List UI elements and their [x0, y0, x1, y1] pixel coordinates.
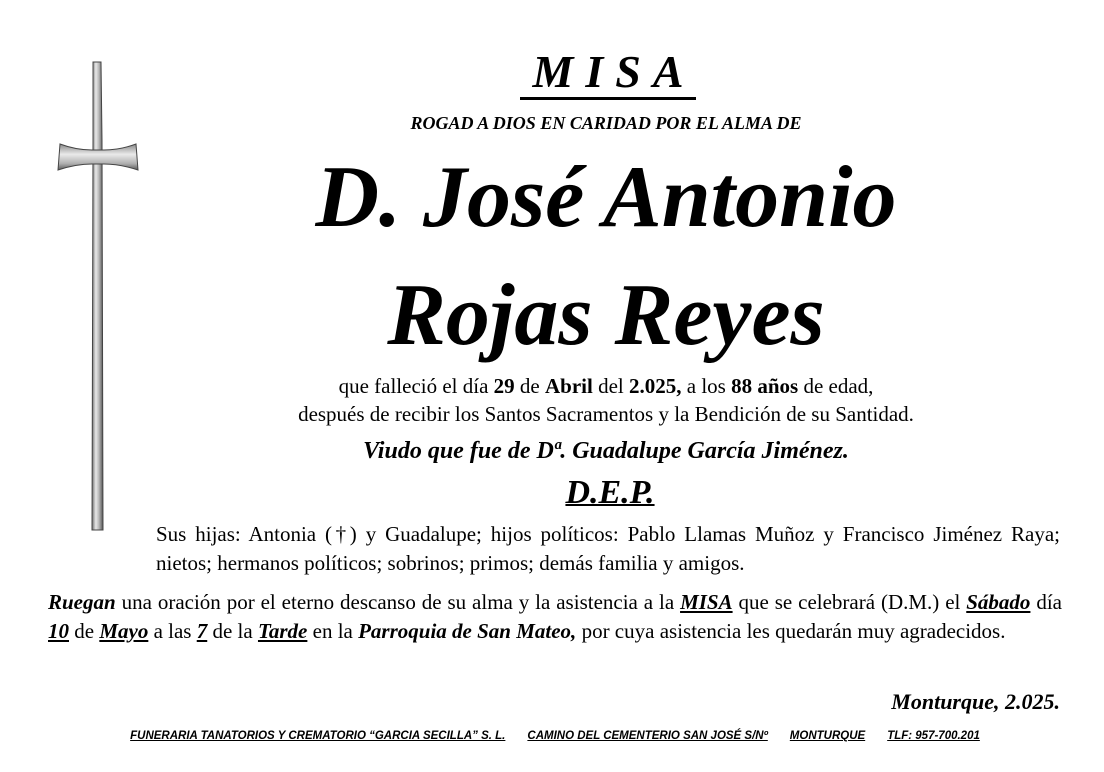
- age: 88 años: [731, 374, 799, 398]
- death-month: Abril: [545, 374, 593, 398]
- church-name: Parroquia de San Mateo,: [358, 619, 577, 643]
- footer-phone: TLF: 957-700.201: [887, 730, 980, 742]
- text: que falleció el día: [338, 374, 494, 398]
- footer-town: MONTURQUE: [789, 730, 866, 742]
- text: día: [1030, 590, 1062, 614]
- death-notice: [160, 372, 1052, 428]
- mass-weekday: Sábado: [966, 590, 1031, 614]
- mass-part-of-day: Tarde: [257, 619, 308, 643]
- cross-icon: [52, 60, 144, 532]
- text: por cuya asistencia les quedarán muy agradecidos.: [576, 619, 1006, 643]
- text: a las: [148, 619, 197, 643]
- text: de edad,: [798, 374, 874, 398]
- misa-word: MISA: [680, 590, 733, 614]
- ruegan-word: Ruegan: [48, 590, 116, 614]
- text: a los: [681, 374, 732, 398]
- text: de: [514, 374, 545, 398]
- deceased-name-line2: Rojas Reyes: [387, 267, 825, 364]
- page-title: MISA: [448, 44, 768, 100]
- place-date: Monturque, 2.025.: [891, 689, 1060, 714]
- text: de: [69, 619, 100, 643]
- widower-line: Viudo que fue de Dª. Guadalupe García Jiménez.: [363, 438, 849, 464]
- footer: [48, 728, 1062, 744]
- death-notice-line1: [160, 372, 1052, 400]
- mass-day: 10: [48, 619, 69, 643]
- mass-hour: 7: [196, 619, 208, 643]
- text: en la: [307, 619, 359, 643]
- mass-month: Mayo: [99, 619, 149, 643]
- footer-company: FUNERARIA TANATORIOS Y CREMATORIO “GARCIA SECILLA” S. L.: [130, 730, 506, 742]
- death-notice-line2: después de recibir los Santos Sacramentos y la Bendición de su Santidad.: [298, 402, 914, 426]
- text: que se celebrará (D.M.) el: [732, 590, 967, 614]
- deceased-name-line1: D. José Antonio: [315, 149, 897, 246]
- death-year: 2.025,: [629, 374, 682, 398]
- family-paragraph: Sus hijas: Antonia (†) y Guadalupe; hijos políticos: Pablo Llamas Muñoz y Francisco Jiménez Raya; nietos; hermanos políticos; sobrinos; primos; demás familia y amigos.: [156, 522, 1060, 575]
- death-day: 29: [493, 374, 515, 398]
- text: del: [592, 374, 629, 398]
- subtitle: ROGAD A DIOS EN CARIDAD POR EL ALMA DE: [410, 113, 802, 133]
- mass-paragraph: [48, 588, 1062, 646]
- text: de la: [207, 619, 258, 643]
- footer-address: CAMINO DEL CEMENTERIO SAN JOSÉ S/Nº: [527, 730, 768, 742]
- text: una oración por el eterno descanso de su alma y la asistencia a la: [115, 590, 681, 614]
- dep-heading: D.E.P.: [565, 474, 655, 511]
